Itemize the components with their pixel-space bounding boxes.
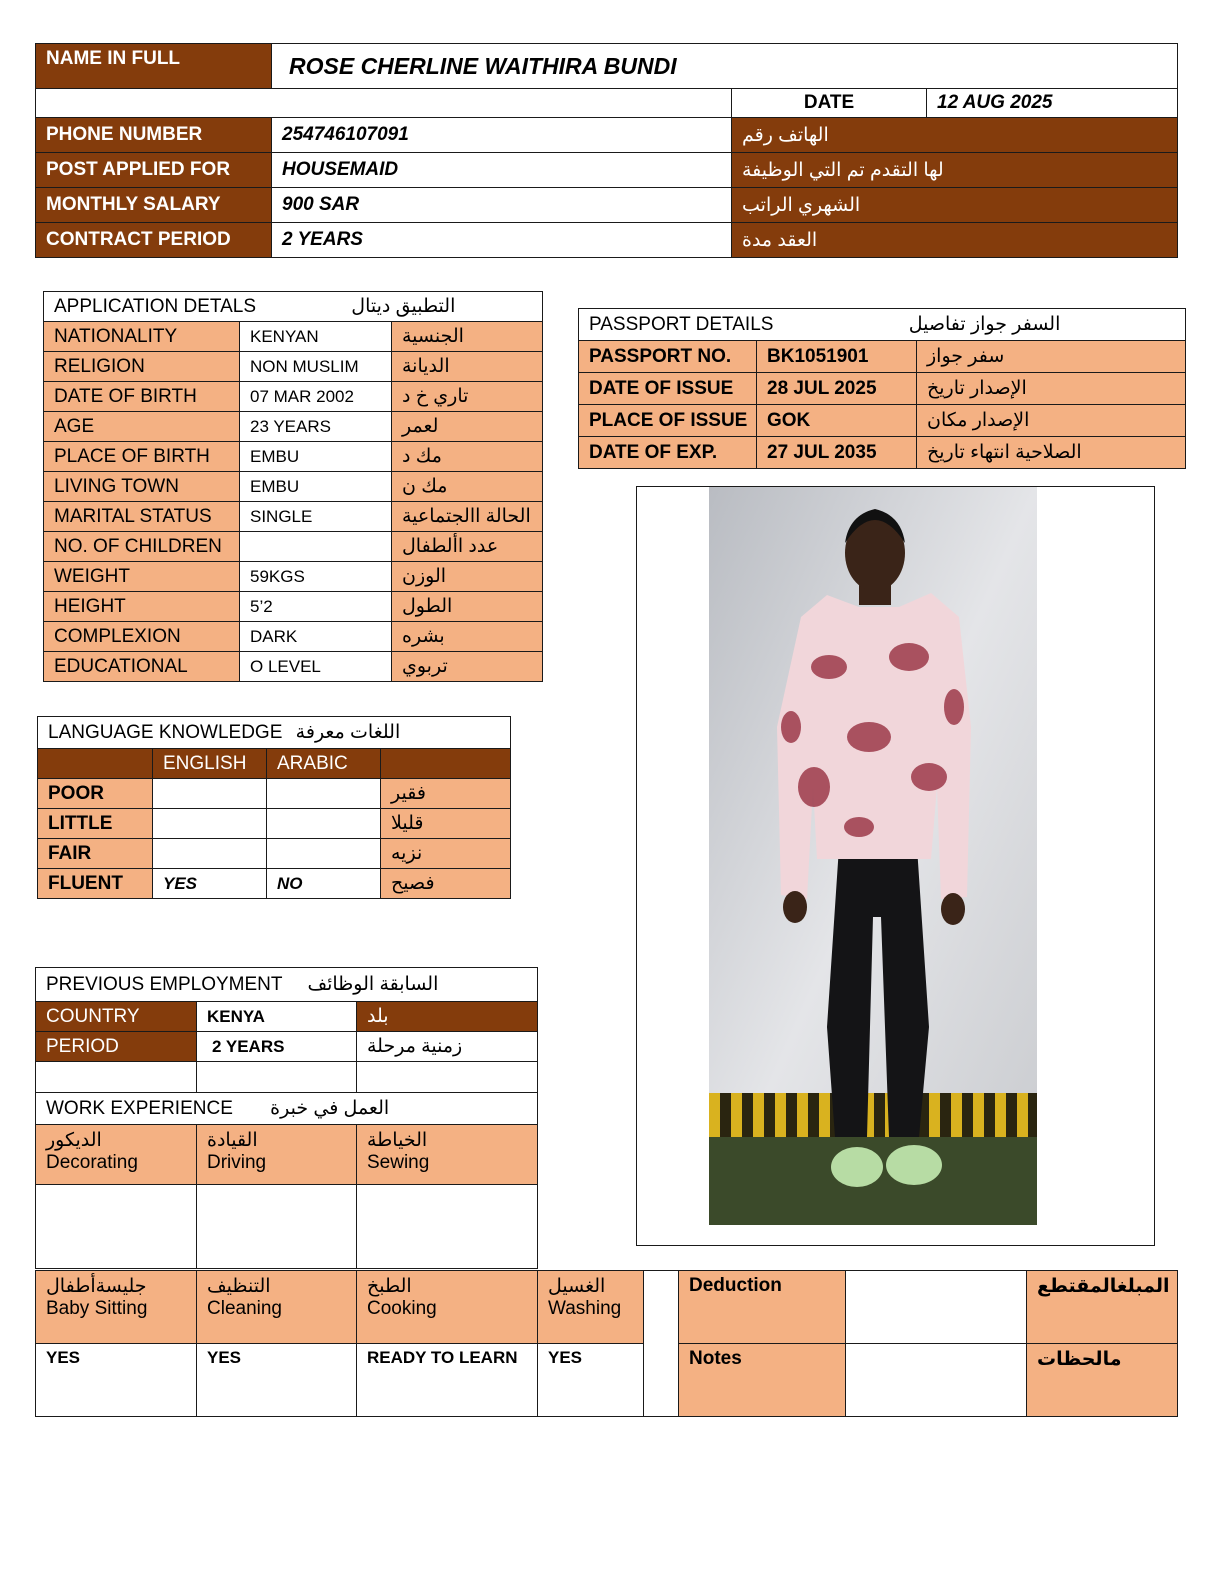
deduction-notes-table: [678, 1270, 1178, 1417]
bottom-skills-table: [35, 1270, 679, 1417]
skill-en: Driving: [207, 1152, 267, 1173]
skill-cooking: [357, 1271, 538, 1344]
marital-status-label-ar: الحالة االجتماعية: [392, 502, 543, 532]
lang-little-label-ar: قليلا: [381, 809, 511, 839]
complexion-label: COMPLEXION: [44, 622, 240, 652]
skill-ar: الطبخ: [367, 1276, 412, 1297]
application-row: [44, 352, 543, 382]
post-label-ar: لها التقدم تم التي الوظيفة: [732, 153, 1178, 188]
lang-little-label: LITTLE: [38, 809, 153, 839]
header-blank: [36, 89, 732, 118]
notes-value: [846, 1344, 1027, 1417]
religion-value: NON MUSLIM: [240, 352, 392, 382]
date-of-exp-value: 27 JUL 2035: [757, 437, 917, 469]
lang-fluent-label: FLUENT: [38, 869, 153, 899]
weight-label-ar: الوزن: [392, 562, 543, 592]
lang-fair-arabic-level: [267, 839, 381, 869]
previous-title: [36, 968, 538, 1002]
language-header-blank-2: [381, 749, 511, 779]
cleaning-value: YES: [197, 1344, 357, 1417]
living-town-value: EMBU: [240, 472, 392, 502]
passport-row: [579, 341, 1186, 373]
educational-label-ar: تربوي: [392, 652, 543, 682]
phone-label-ar: الهاتف رقم: [732, 118, 1178, 153]
height-label: HEIGHT: [44, 592, 240, 622]
passport-title-ar: السفر جواز تفاصيل: [908, 314, 1061, 335]
place-of-birth-label-ar: مك د: [392, 442, 543, 472]
passport-row: [579, 373, 1186, 405]
place-of-issue-label-ar: الإصدار مكان: [917, 405, 1186, 437]
educational-value: O LEVEL: [240, 652, 392, 682]
lang-little-english: [153, 809, 267, 839]
application-row: [44, 472, 543, 502]
baby-sitting-value: YES: [36, 1344, 197, 1417]
skill-baby-sitting: [36, 1271, 197, 1344]
application-table: [43, 291, 543, 682]
post-label: POST APPLIED FOR: [36, 153, 272, 188]
applicant-photo: [709, 487, 1037, 1225]
marital-status-value: SINGLE: [240, 502, 392, 532]
educational-label: EDUCATIONAL: [44, 652, 240, 682]
blank-cell: [357, 1062, 538, 1093]
skill-sewing: [357, 1125, 538, 1185]
phone-value: 254746107091: [272, 118, 732, 153]
skill-ar: جليسةأطفال: [46, 1276, 147, 1297]
passport-title: [579, 309, 1186, 341]
contract-value: 2 YEARS: [272, 223, 732, 258]
notes-label-ar: مالحظات: [1027, 1344, 1178, 1417]
no-of-children-value: [240, 532, 392, 562]
period-value: 2 YEARS: [197, 1032, 357, 1062]
date-of-exp-label-ar: الصلاحية انتهاء تاريخ: [917, 437, 1186, 469]
lang-fluent-english: YES: [153, 869, 267, 899]
language-col-english: ENGLISH: [153, 749, 267, 779]
complexion-value: DARK: [240, 622, 392, 652]
contract-label-ar: العقد مدة: [732, 223, 1178, 258]
no-of-children-label-ar: عدد األطفال: [392, 532, 543, 562]
salary-label: MONTHLY SALARY: [36, 188, 272, 223]
nationality-value: KENYAN: [240, 322, 392, 352]
skill-washing: [538, 1271, 644, 1344]
application-title: [44, 292, 543, 322]
skill-ar: التنظيف: [207, 1276, 271, 1297]
living-town-label: LIVING TOWN: [44, 472, 240, 502]
passport-row: [579, 405, 1186, 437]
washing-value: YES: [538, 1344, 644, 1417]
skill-value-cell: [197, 1185, 357, 1269]
language-title-en: LANGUAGE KNOWLEDGE: [48, 722, 283, 743]
place-of-issue-value: GOK: [757, 405, 917, 437]
skill-ar: الخياطة: [367, 1130, 428, 1151]
religion-label: RELIGION: [44, 352, 240, 382]
language-row: [38, 839, 511, 869]
age-value: 23 YEARS: [240, 412, 392, 442]
language-row: [38, 779, 511, 809]
lang-poor-arabic-level: [267, 779, 381, 809]
deduction-label-ar: المبلغالمقتطع: [1027, 1271, 1178, 1344]
post-value: HOUSEMAID: [272, 153, 732, 188]
application-row: [44, 412, 543, 442]
place-of-issue-label: PLACE OF ISSUE: [579, 405, 757, 437]
name-label: NAME IN FULL: [36, 44, 272, 89]
lang-fluent-arabic-level: NO: [267, 869, 381, 899]
date-of-issue-value: 28 JUL 2025: [757, 373, 917, 405]
application-title-en: APPLICATION DETALS: [54, 296, 257, 317]
lang-little-arabic-level: [267, 809, 381, 839]
passport-table: [578, 308, 1186, 469]
skill-value-cell: [357, 1185, 538, 1269]
lang-fair-english: [153, 839, 267, 869]
notes-label: Notes: [679, 1344, 846, 1417]
living-town-label-ar: مك ن: [392, 472, 543, 502]
skill-value-cell: [36, 1185, 197, 1269]
blank-cell: [197, 1062, 357, 1093]
country-label: COUNTRY: [36, 1002, 197, 1032]
date-of-birth-label: DATE OF BIRTH: [44, 382, 240, 412]
application-title-ar: التطبيق ديتال: [351, 296, 456, 317]
application-row: [44, 592, 543, 622]
place-of-birth-label: PLACE OF BIRTH: [44, 442, 240, 472]
date-of-issue-label-ar: الإصدار تاريخ: [917, 373, 1186, 405]
deduction-label: Deduction: [679, 1271, 846, 1344]
salary-value: 900 SAR: [272, 188, 732, 223]
date-label: DATE: [732, 89, 927, 118]
lang-fair-label-ar: نزيه: [381, 839, 511, 869]
lang-fair-label: FAIR: [38, 839, 153, 869]
passport-no-label: PASSPORT NO.: [579, 341, 757, 373]
marital-status-label: MARITAL STATUS: [44, 502, 240, 532]
weight-label: WEIGHT: [44, 562, 240, 592]
skill-ar: القيادة: [207, 1130, 258, 1151]
age-label: AGE: [44, 412, 240, 442]
passport-no-label-ar: سفر جواز: [917, 341, 1186, 373]
spacer-cell: [644, 1271, 679, 1417]
date-of-birth-value: 07 MAR 2002: [240, 382, 392, 412]
language-header-blank: [38, 749, 153, 779]
passport-no-value: BK1051901: [757, 341, 917, 373]
application-row: [44, 652, 543, 682]
complexion-label-ar: بشره: [392, 622, 543, 652]
date-of-issue-label: DATE OF ISSUE: [579, 373, 757, 405]
height-value: 5’2: [240, 592, 392, 622]
work-title: [36, 1093, 538, 1125]
no-of-children-label: NO. OF CHILDREN: [44, 532, 240, 562]
period-label: PERIOD: [36, 1032, 197, 1062]
date-of-birth-label-ar: تاري خ د: [392, 382, 543, 412]
skill-en: Baby Sitting: [46, 1298, 148, 1319]
lang-poor-label: POOR: [38, 779, 153, 809]
application-row: [44, 382, 543, 412]
photo-frame: [636, 486, 1155, 1246]
skill-en: Decorating: [46, 1152, 138, 1173]
skill-decorating: [36, 1125, 197, 1185]
application-row: [44, 322, 543, 352]
language-col-arabic: ARABIC: [267, 749, 381, 779]
passport-row: [579, 437, 1186, 469]
period-label-ar: زمنية مرحلة: [357, 1032, 538, 1062]
salary-label-ar: الشهري الراتب: [732, 188, 1178, 223]
previous-title-en: PREVIOUS EMPLOYMENT: [46, 974, 283, 995]
header-table: [35, 43, 1178, 258]
date-value: 12 AUG 2025: [927, 89, 1178, 118]
application-row: [44, 442, 543, 472]
skill-driving: [197, 1125, 357, 1185]
language-table: [37, 716, 511, 899]
weight-value: 59KGS: [240, 562, 392, 592]
language-title-ar: اللغات معرفة: [295, 722, 401, 743]
name-value: ROSE CHERLINE WAITHIRA BUNDI: [272, 44, 1178, 89]
deduction-value: [846, 1271, 1027, 1344]
blank-cell: [36, 1062, 197, 1093]
skill-en: Cooking: [367, 1298, 437, 1319]
country-value: KENYA: [197, 1002, 357, 1032]
lang-fluent-label-ar: فصيح: [381, 869, 511, 899]
nationality-label: NATIONALITY: [44, 322, 240, 352]
religion-label-ar: الديانة: [392, 352, 543, 382]
skill-en: Cleaning: [207, 1298, 282, 1319]
work-title-en: WORK EXPERIENCE: [46, 1098, 233, 1119]
application-row: [44, 532, 543, 562]
place-of-birth-value: EMBU: [240, 442, 392, 472]
skill-ar: الغسيل: [548, 1276, 606, 1297]
skill-en: Washing: [548, 1298, 622, 1319]
language-row: [38, 869, 511, 899]
language-title: [38, 717, 511, 749]
application-row: [44, 502, 543, 532]
lang-poor-label-ar: فقير: [381, 779, 511, 809]
nationality-label-ar: الجنسية: [392, 322, 543, 352]
cooking-value: READY TO LEARN: [357, 1344, 538, 1417]
height-label-ar: الطول: [392, 592, 543, 622]
lang-poor-english: [153, 779, 267, 809]
language-row: [38, 809, 511, 839]
phone-label: PHONE NUMBER: [36, 118, 272, 153]
skill-ar: الديكور: [46, 1130, 102, 1151]
application-row: [44, 562, 543, 592]
passport-title-en: PASSPORT DETAILS: [589, 314, 774, 335]
country-label-ar: بلد: [357, 1002, 538, 1032]
age-label-ar: لعمر: [392, 412, 543, 442]
skill-cleaning: [197, 1271, 357, 1344]
contract-label: CONTRACT PERIOD: [36, 223, 272, 258]
application-row: [44, 622, 543, 652]
date-of-exp-label: DATE OF EXP.: [579, 437, 757, 469]
previous-employment-table: [35, 967, 538, 1269]
skill-en: Sewing: [367, 1152, 430, 1173]
previous-title-ar: السابقة الوظائف: [307, 974, 439, 995]
work-title-ar: العمل في خبرة: [270, 1098, 390, 1119]
